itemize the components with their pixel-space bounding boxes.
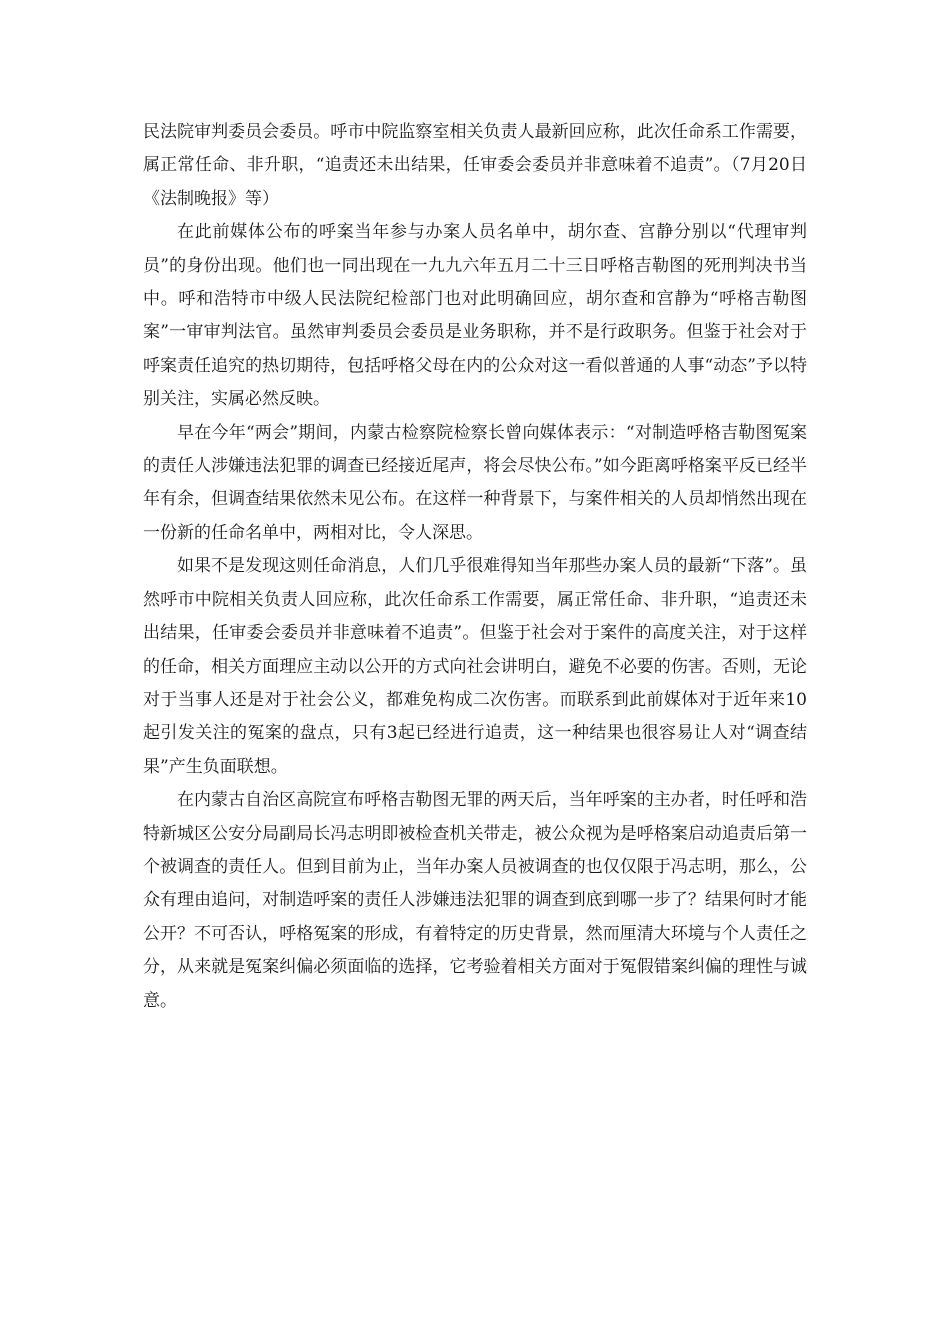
paragraph-2: 在此前媒体公布的呼案当年参与办案人员名单中，胡尔查、宫静分别以“代理审判员”的身份出现。他们也一同出现在一九九六年五月二十三日呼格吉勒图的死刑判决书当中。呼和浩特市中级人民法院纪检部门也对此明确回应，胡尔查和宫静为“呼格吉勒图案”一审审判法官。虽然审判委员会委员是业务职称，并不是行政职务。但鉴于社会对于呼案责任追究的热切期待，包括呼格父母在内的公众对这一看似普通的人事“动态”予以特别关注，实属必然反映。 xyxy=(143,222,807,410)
paragraph-3: 早在今年“两会”期间，内蒙古检察院检察长曾向媒体表示：“对制造呼格吉勒图冤案的责任人涉嫌违法犯罪的调查已经接近尾声，将会尽快公布。”如今距离呼格案平反已经半年有余，但调查结果依然未见公布。在这样一种背景下，与案件相关的人员却悄然出现在一份新的任命名单中，两相对比，令人深思。 xyxy=(143,422,807,543)
paragraph-continuation: 民法院审判委员会委员。呼市中院监察室相关负责人最新回应称，此次任命系工作需要，属正常任命、非升职，“追责还未出结果，任审委会委员并非意味着不追责”。（7月20日《法制晚报》等） xyxy=(143,122,807,209)
paragraph-4: 如果不是发现这则任命消息，人们几乎很难得知当年那些办案人员的最新“下落”。虽然呼市中院相关负责人回应称，此次任命系工作需要，属正常任命、非升职，“追责还未出结果，任审委会委员并非意味着不追责”。但鉴于社会对于案件的高度关注，对于这样的任命，相关方面理应主动以公开的方式向社会讲明白，避免不必要的伤害。否则，无论对于当事人还是对于社会公义，都难免构成二次伤害。而联系到此前媒体对于近年来10起引发关注的冤案的盘点，只有3起已经进行追责，这一种结果也很容易让人对“调查结果”产生负面联想。 xyxy=(143,556,807,777)
document-body xyxy=(143,116,807,1018)
paragraph-5: 在内蒙古自治区高院宣布呼格吉勒图无罪的两天后，当年呼案的主办者，时任呼和浩特新城区公安分局副局长冯志明即被检查机关带走，被公众视为是呼格案启动追责后第一个被调查的责任人。但到目前为止，当年办案人员被调查的也仅仅限于冯志明，那么，公众有理由追问，对制造呼案的责任人涉嫌违法犯罪的调查到底到哪一步了？结果何时才能公开？不可否认，呼格冤案的形成，有着特定的历史背景，然而厘清大环境与个人责任之分，从来就是冤案纠偏必须面临的选择，它考验着相关方面对于冤假错案纠偏的理性与诚意。 xyxy=(143,790,807,1011)
